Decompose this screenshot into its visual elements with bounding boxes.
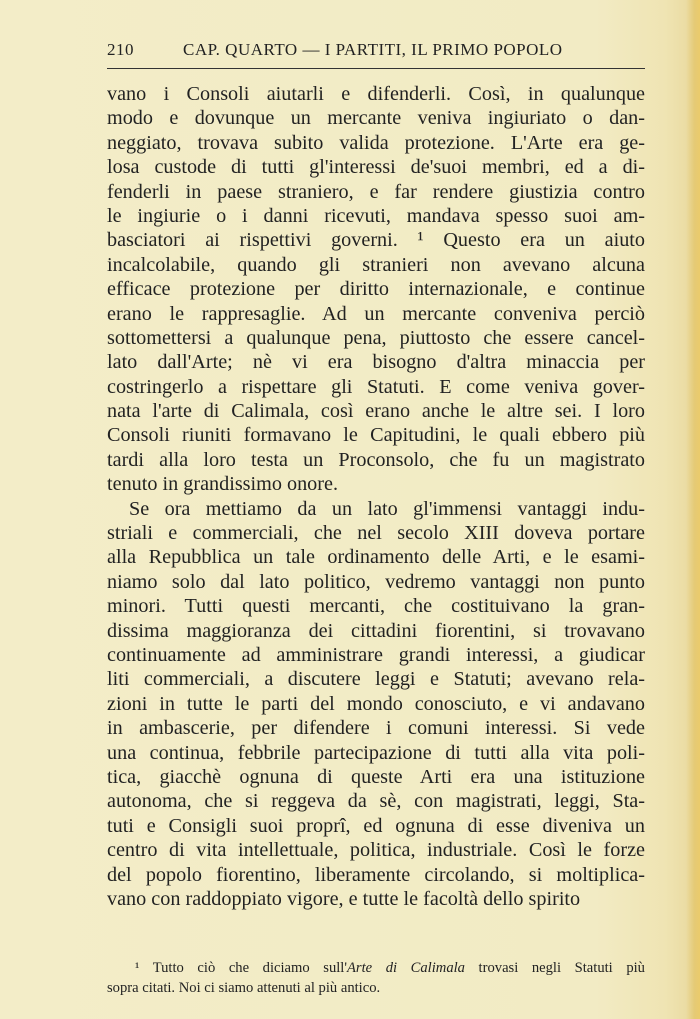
text-line: nata l'arte di Calimala, così erano anche le altre sei. I loro [107, 400, 645, 423]
text-line: modo e dovunque un mercante veniva ingiuriato o dan- [107, 107, 645, 130]
text-line: neggiato, trovava subito valida protezione. L'Arte era ge- [107, 131, 645, 154]
footnote [107, 958, 645, 998]
text-line: in ambascerie, per difendere i comuni interessi. Si vede [107, 717, 645, 740]
text-line: centro di vita intellettuale, politica, industriale. Così le forze [107, 839, 645, 862]
text-line: striali e commerciali, che nel secolo XIII doveva portare [107, 522, 645, 545]
text-line: losa custode di tutti gl'interessi de'suoi membri, ed a di- [107, 156, 645, 179]
footnote-line: sopra citati. Noi ci siamo attenuti al più antico. [107, 980, 381, 996]
text-line: tardi alla loro testa un Proconsolo, che fu un magistrato [107, 448, 645, 471]
text-line: vano con raddoppiato vigore, e tutte le facoltà dello spirito [107, 887, 581, 910]
text-line: minori. Tutti questi mercanti, che costituivano la gran- [107, 595, 645, 618]
text-line: Se ora mettiamo da un lato gl'immensi vantaggi indu- [129, 497, 645, 520]
text-line: efficace protezione per diritto internazionale, e continue [107, 278, 645, 301]
body-text [107, 82, 645, 911]
footnote-italic-title: Arte di Calimala [346, 960, 465, 976]
text-line: alla Repubblica un tale ordinamento delle Arti, e le esami- [107, 546, 645, 569]
page-header [107, 40, 645, 68]
text-line: incalcolabile, quando gli stranieri non avevano alcuna [107, 253, 645, 276]
footnote-text: Tutto ciò che diciamo sull' [152, 960, 347, 976]
text-line: vano i Consoli aiutarli e difenderli. Così, in qualunque [107, 83, 645, 105]
text-line: erano le rappresaglie. Ad un mercante conveniva perciò [107, 302, 645, 325]
text-line: tenuto in grandissimo onore. [107, 473, 339, 496]
footnote-marker: ¹ [135, 960, 140, 976]
running-head: CAP. QUARTO — I PARTITI, IL PRIMO POPOLO [183, 40, 563, 59]
text-line: basciatori ai rispettivi governi. ¹ Questo era un aiuto [107, 229, 645, 252]
header-rule [107, 68, 645, 69]
text-line: fenderli in paese straniero, e far rendere giustizia contro [107, 180, 645, 203]
text-line: costringerlo a rispettare gli Statuti. E come veniva gover- [107, 375, 645, 398]
text-line: del popolo fiorentino, liberamente circolando, si moltiplica- [107, 863, 645, 886]
text-line: autonoma, che si reggeva da sè, con magistrati, leggi, Sta- [107, 790, 645, 813]
text-line: sottomettersi a qualunque pena, piuttosto che essere cancel- [107, 326, 645, 349]
text-line: liti commerciali, a discutere leggi e Statuti; avevano rela- [107, 668, 645, 691]
page-edge-shadow [686, 0, 700, 1019]
footnote-line [107, 958, 645, 978]
page-number: 210 [107, 40, 134, 59]
text-line: Consoli riuniti formavano le Capitudini, le quali ebbero più [107, 424, 645, 447]
text-line: continuamente ad amministrare grandi interessi, a giudicar [107, 643, 645, 666]
text-line: tuti e Consigli suoi proprî, ed ognuna di esse diveniva un [107, 814, 645, 837]
text-line: niamo solo dal lato politico, vedremo vantaggi non punto [107, 570, 645, 593]
text-line: le ingiurie o i danni ricevuti, mandava spesso suoi am- [107, 204, 645, 227]
text-line: lato dall'Arte; nè vi era bisogno d'altra minaccia per [107, 351, 645, 374]
text-line: una continua, febbrile partecipazione di tutti alla vita poli- [107, 741, 645, 764]
text-line: dissima maggioranza dei cittadini fiorentini, si trovavano [107, 619, 645, 642]
footnote-text: trovasi negli Statuti più [464, 960, 645, 976]
text-line: zioni in tutte le parti del mondo conosciuto, e vi andavano [107, 692, 645, 715]
text-line: tica, giacchè ognuna di queste Arti era una istituzione [107, 765, 645, 788]
